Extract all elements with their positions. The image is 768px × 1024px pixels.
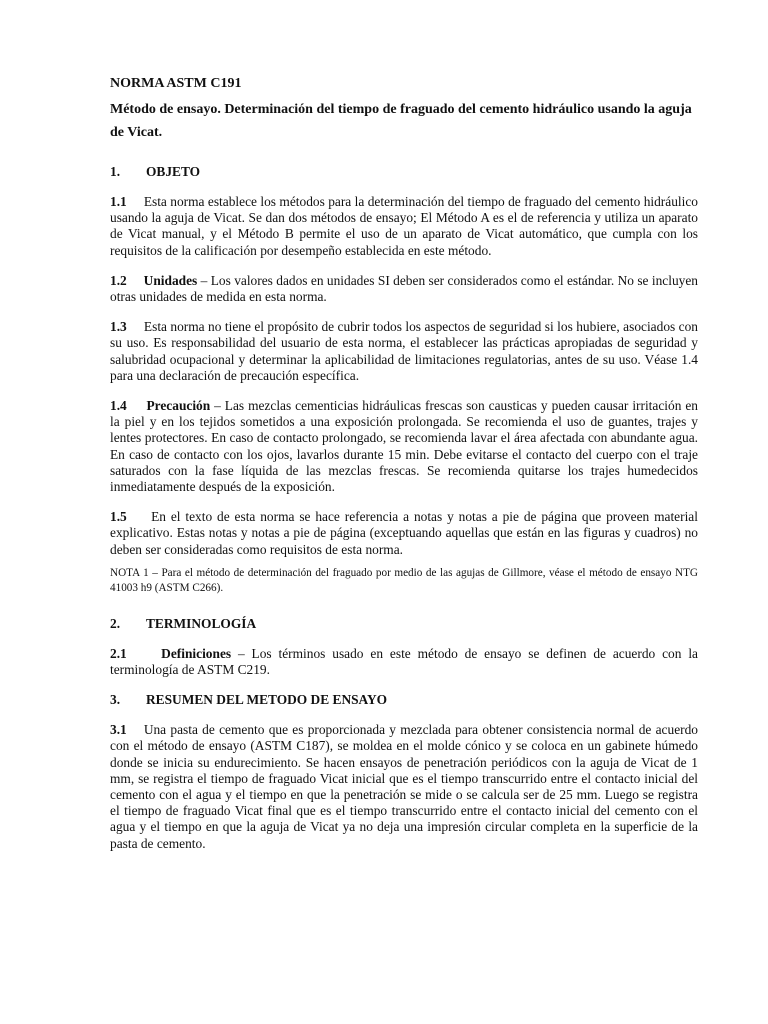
- section-number: 1.: [110, 164, 121, 179]
- paragraph-number: 1.3: [110, 319, 127, 335]
- paragraph-3-1: [110, 722, 698, 852]
- paragraph-text: – Los valores dados en unidades SI deben ser considerados como el estándar. No se incluyen otras unidades de medida en esta norma.: [110, 272, 698, 305]
- paragraph-2-1: [110, 646, 698, 678]
- paragraph-number: 1.5: [110, 509, 127, 525]
- section-number: 3.: [110, 692, 121, 708]
- paragraph-1-5: [110, 509, 698, 558]
- paragraph-1-1: [110, 194, 698, 259]
- paragraph-number: 1.1: [110, 194, 127, 209]
- paragraph-number: 3.1: [110, 722, 127, 738]
- section-title: RESUMEN DEL METODO DE ENSAYO: [146, 692, 388, 708]
- paragraph-text: Esta norma no tiene el propósito de cubrir todos los aspectos de seguridad si los hubiere, asociados con su uso. Es responsabilidad del usuario de esta norma, el establecer las prácticas apropiadas de seguridad y salubridad ocupacional y determinar la aplicabilidad de limitaciones regulatorias, antes de su uso. Véase 1.4 para una declaración de precaución específica.: [110, 319, 698, 383]
- paragraph-number: 1.4: [110, 398, 127, 414]
- document-body: [110, 76, 698, 852]
- paragraph-1-3: [110, 319, 698, 384]
- section-heading-resumen: [110, 692, 698, 708]
- paragraph-number: 2.1: [110, 645, 127, 661]
- paragraph-lead: Definiciones: [161, 645, 232, 661]
- paragraph-number: 1.2: [110, 272, 127, 288]
- note-label: NOTA 1: [110, 566, 149, 579]
- paragraph-text: Esta norma establece los métodos para la determinación del tiempo de fraguado del cemento hidráulico usando la aguja de Vicat. Se dan dos métodos de ensayo; El Método A es el de referencia y utiliza un aparato de Vicat manual, y el Método B permite el uso de un aparato de Vicat automático, que cumpla con los requisitos de la calificación por desempeño establecida en este método.: [110, 194, 698, 258]
- section-heading-objeto: [110, 164, 698, 180]
- paragraph-text: – Las mezclas cementicias hidráulicas frescas son causticas y pueden causar irritación en la piel y en los tejidos sometidos a una exposición prolongada. Se recomienda el uso de guantes, trajes y lentes protectores. En caso de contacto prolongado, se recomienda lavar el área afectada con abundante agua. En caso de contacto con los ojos, lavarlos durante 15 min. Debe evitarse el contacto del cuerpo con el traje saturados con la fase líquida de las mezclas frescas. Se recomienda quitarse los trajes humedecidos inmediatamente después de la exposición.: [110, 398, 698, 495]
- paragraph-text: – Los términos usado en este método de ensayo se definen de acuerdo con la terminología de ASTM C219.: [110, 645, 698, 678]
- document-title: Método de ensayo. Determinación del tiempo de fraguado del cemento hidráulico usando la aguja de Vicat.: [110, 102, 692, 140]
- norm-title: NORMA ASTM C191: [110, 76, 242, 91]
- note-1: [110, 566, 698, 596]
- paragraph-text: Una pasta de cemento que es proporcionada y mezclada para obtener consistencia normal de acuerdo con el método de ensayo (ASTM C187), se moldea en el molde cónico y se coloca en un gabinete húmedo donde se inicia su endurecimiento. Se hacen ensayos de penetración periódicos con la aguja de Vicat de 1 mm, se registra el tiempo de fraguado Vicat inicial que es el tiempo transcurrido entre el contacto inicial del cemento con el agua y el tiempo en que la penetración se mide o se calcula ser de 25 mm. Luego se registra el tiempo de fraguado Vicat final que es el tiempo transcurrido entre el contacto inicial del cemento con el agua y el tiempo en que la aguja de Vicat ya no deja una impresión circular completa en la superficie de la pasta de cemento.: [110, 722, 698, 851]
- section-title: TERMINOLOGÍA: [146, 615, 257, 631]
- paragraph-text: En el texto de esta norma se hace referencia a notas y notas a pie de página que proveen material explicativo. Estas notas y notas a pie de página (exceptuando aquellas que están en las figuras y cuadros) no deben ser consideradas como requisitos de esta norma.: [110, 509, 698, 557]
- paragraph-lead: Precaución: [146, 398, 211, 414]
- section-heading-terminologia: [110, 616, 698, 632]
- paragraph-1-4: [110, 398, 698, 495]
- paragraph-1-2: [110, 273, 698, 305]
- paragraph-lead: Unidades: [143, 272, 198, 288]
- section-number: 2.: [110, 615, 121, 631]
- note-text: – Para el método de determinación del fraguado por medio de las agujas de Gillmore, véase el método de ensayo NTG 41003 h9 (ASTM C266).: [110, 566, 698, 594]
- section-title: OBJETO: [146, 164, 201, 179]
